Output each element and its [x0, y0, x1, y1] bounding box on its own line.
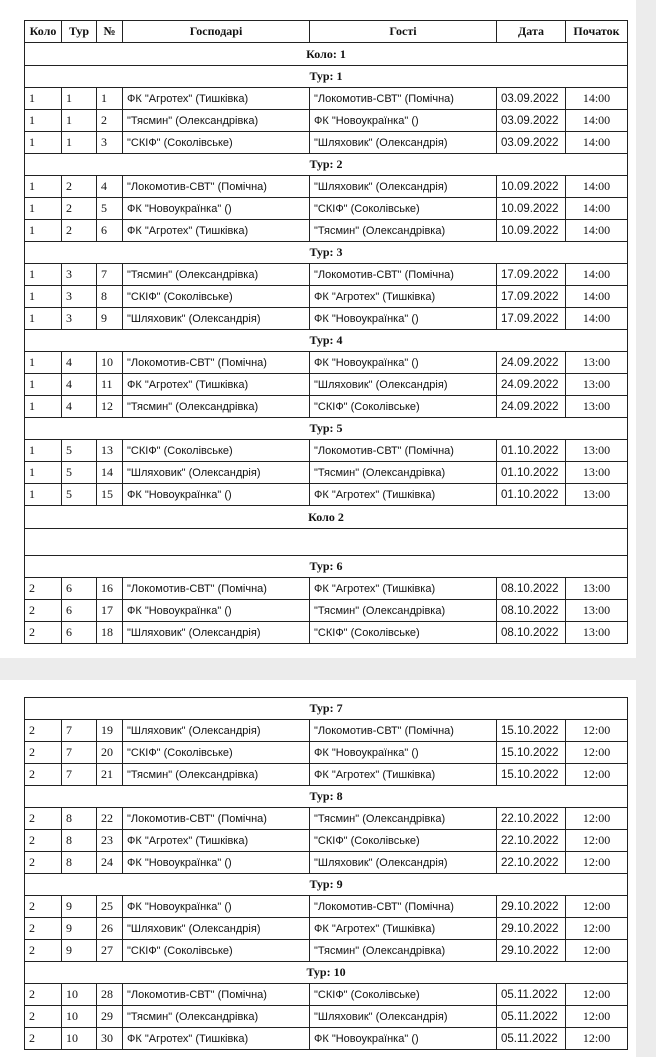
cell-date: 05.11.2022	[497, 984, 566, 1006]
cell-date: 29.10.2022	[497, 940, 566, 962]
cell-start-time: 14:00	[566, 176, 628, 198]
schedule-table-continued	[24, 697, 628, 1050]
cell-match-number: 18	[97, 622, 123, 644]
cell-date: 01.10.2022	[497, 440, 566, 462]
cell-date: 10.09.2022	[497, 198, 566, 220]
cell-match-number: 14	[97, 462, 123, 484]
tour-header-row	[25, 874, 628, 896]
cell-round: 2	[25, 852, 62, 874]
cell-away-team: "СКІФ" (Соколівське)	[310, 830, 497, 852]
cell-match-number: 17	[97, 600, 123, 622]
cell-away-team: "СКІФ" (Соколівське)	[310, 396, 497, 418]
cell-date: 10.09.2022	[497, 176, 566, 198]
cell-match-number: 29	[97, 1006, 123, 1028]
cell-away-team: "Тясмин" (Олександрівка)	[310, 220, 497, 242]
cell-tour: 2	[62, 198, 97, 220]
cell-away-team: "Шляховик" (Олександрія)	[310, 1006, 497, 1028]
match-row	[25, 176, 628, 198]
cell-date: 03.09.2022	[497, 88, 566, 110]
cell-match-number: 10	[97, 352, 123, 374]
cell-home-team: "Тясмин" (Олександрівка)	[123, 396, 310, 418]
cell-tour: 8	[62, 852, 97, 874]
cell-round: 1	[25, 352, 62, 374]
tour-header-row	[25, 330, 628, 352]
tour-label: Тур: 4	[25, 330, 628, 352]
cell-date: 03.09.2022	[497, 110, 566, 132]
cell-round: 2	[25, 808, 62, 830]
tour-header-row	[25, 962, 628, 984]
cell-round: 2	[25, 830, 62, 852]
cell-match-number: 16	[97, 578, 123, 600]
column-header-tour: Тур	[62, 21, 97, 43]
cell-tour: 4	[62, 396, 97, 418]
cell-tour: 6	[62, 600, 97, 622]
cell-round: 1	[25, 220, 62, 242]
cell-start-time: 14:00	[566, 286, 628, 308]
cell-round: 2	[25, 764, 62, 786]
match-row	[25, 830, 628, 852]
cell-date: 01.10.2022	[497, 462, 566, 484]
tour-label: Тур: 2	[25, 154, 628, 176]
cell-round: 2	[25, 720, 62, 742]
cell-away-team: "Тясмин" (Олександрівка)	[310, 940, 497, 962]
cell-date: 29.10.2022	[497, 918, 566, 940]
cell-start-time: 12:00	[566, 940, 628, 962]
round-header-row	[25, 506, 628, 529]
cell-match-number: 11	[97, 374, 123, 396]
cell-home-team: ФК "Агротех" (Тишківка)	[123, 220, 310, 242]
cell-start-time: 13:00	[566, 374, 628, 396]
cell-tour: 9	[62, 940, 97, 962]
cell-away-team: ФК "Агротех" (Тишківка)	[310, 484, 497, 506]
tour-label: Тур: 3	[25, 242, 628, 264]
column-header-date: Дата	[497, 21, 566, 43]
cell-start-time: 12:00	[566, 984, 628, 1006]
cell-start-time: 13:00	[566, 622, 628, 644]
round-header-row	[25, 43, 628, 66]
cell-match-number: 26	[97, 918, 123, 940]
spacer-row	[25, 529, 628, 556]
cell-away-team: "Локомотив-СВТ" (Помічна)	[310, 88, 497, 110]
cell-match-number: 27	[97, 940, 123, 962]
cell-start-time: 12:00	[566, 1028, 628, 1050]
tour-label: Тур: 7	[25, 698, 628, 720]
cell-start-time: 14:00	[566, 220, 628, 242]
cell-home-team: "Локомотив-СВТ" (Помічна)	[123, 808, 310, 830]
schedule-body	[25, 698, 628, 1050]
tour-header-row	[25, 66, 628, 88]
cell-start-time: 14:00	[566, 88, 628, 110]
cell-date: 08.10.2022	[497, 622, 566, 644]
cell-home-team: "Локомотив-СВТ" (Помічна)	[123, 984, 310, 1006]
cell-home-team: "Шляховик" (Олександрія)	[123, 308, 310, 330]
match-row	[25, 808, 628, 830]
cell-tour: 9	[62, 896, 97, 918]
cell-away-team: ФК "Агротех" (Тишківка)	[310, 918, 497, 940]
match-row	[25, 896, 628, 918]
match-row	[25, 940, 628, 962]
cell-round: 1	[25, 374, 62, 396]
cell-away-team: "Тясмин" (Олександрівка)	[310, 600, 497, 622]
cell-start-time: 12:00	[566, 808, 628, 830]
match-row	[25, 88, 628, 110]
cell-home-team: "Шляховик" (Олександрія)	[123, 622, 310, 644]
cell-match-number: 2	[97, 110, 123, 132]
cell-start-time: 13:00	[566, 396, 628, 418]
match-row	[25, 600, 628, 622]
cell-round: 2	[25, 578, 62, 600]
cell-away-team: "Локомотив-СВТ" (Помічна)	[310, 720, 497, 742]
cell-match-number: 23	[97, 830, 123, 852]
tour-header-row	[25, 242, 628, 264]
cell-away-team: ФК "Агротех" (Тишківка)	[310, 578, 497, 600]
cell-match-number: 8	[97, 286, 123, 308]
cell-away-team: "СКІФ" (Соколівське)	[310, 622, 497, 644]
cell-round: 1	[25, 440, 62, 462]
cell-date: 15.10.2022	[497, 742, 566, 764]
cell-away-team: ФК "Агротех" (Тишківка)	[310, 286, 497, 308]
cell-tour: 4	[62, 374, 97, 396]
match-row	[25, 742, 628, 764]
cell-home-team: "СКІФ" (Соколівське)	[123, 742, 310, 764]
cell-round: 2	[25, 918, 62, 940]
match-row	[25, 1028, 628, 1050]
cell-round: 1	[25, 264, 62, 286]
cell-home-team: ФК "Агротех" (Тишківка)	[123, 374, 310, 396]
cell-home-team: ФК "Агротех" (Тишківка)	[123, 1028, 310, 1050]
tour-header-row	[25, 786, 628, 808]
tour-label: Тур: 6	[25, 556, 628, 578]
document-page-2	[0, 680, 636, 1057]
cell-round: 1	[25, 286, 62, 308]
cell-match-number: 3	[97, 132, 123, 154]
cell-away-team: "Шляховик" (Олександрія)	[310, 374, 497, 396]
match-row	[25, 374, 628, 396]
cell-home-team: "СКІФ" (Соколівське)	[123, 940, 310, 962]
cell-away-team: "Локомотив-СВТ" (Помічна)	[310, 264, 497, 286]
cell-match-number: 24	[97, 852, 123, 874]
cell-away-team: "СКІФ" (Соколівське)	[310, 984, 497, 1006]
cell-away-team: ФК "Новоукраїнка" ()	[310, 308, 497, 330]
cell-home-team: "Тясмин" (Олександрівка)	[123, 264, 310, 286]
cell-start-time: 12:00	[566, 1006, 628, 1028]
cell-away-team: "СКІФ" (Соколівське)	[310, 198, 497, 220]
cell-round: 1	[25, 110, 62, 132]
cell-home-team: "Тясмин" (Олександрівка)	[123, 1006, 310, 1028]
tour-label: Тур: 9	[25, 874, 628, 896]
cell-date: 01.10.2022	[497, 484, 566, 506]
cell-date: 29.10.2022	[497, 896, 566, 918]
cell-home-team: ФК "Новоукраїнка" ()	[123, 484, 310, 506]
cell-round: 2	[25, 940, 62, 962]
cell-date: 10.09.2022	[497, 220, 566, 242]
cell-tour: 3	[62, 286, 97, 308]
cell-away-team: ФК "Агротех" (Тишківка)	[310, 764, 497, 786]
schedule-body	[25, 43, 628, 644]
cell-tour: 7	[62, 764, 97, 786]
cell-round: 2	[25, 742, 62, 764]
cell-round: 1	[25, 484, 62, 506]
cell-home-team: "Локомотив-СВТ" (Помічна)	[123, 578, 310, 600]
round-label: Коло 2	[25, 506, 628, 529]
column-header-time: Початок	[566, 21, 628, 43]
cell-start-time: 14:00	[566, 198, 628, 220]
cell-home-team: "Локомотив-СВТ" (Помічна)	[123, 176, 310, 198]
cell-round: 2	[25, 984, 62, 1006]
cell-date: 22.10.2022	[497, 808, 566, 830]
cell-match-number: 19	[97, 720, 123, 742]
cell-start-time: 12:00	[566, 720, 628, 742]
cell-away-team: "Тясмин" (Олександрівка)	[310, 462, 497, 484]
round-label: Коло: 1	[25, 43, 628, 66]
schedule-table	[24, 20, 628, 644]
cell-date: 24.09.2022	[497, 396, 566, 418]
cell-tour: 3	[62, 308, 97, 330]
cell-round: 1	[25, 308, 62, 330]
cell-date: 08.10.2022	[497, 578, 566, 600]
cell-match-number: 7	[97, 264, 123, 286]
match-row	[25, 484, 628, 506]
cell-away-team: "Шляховик" (Олександрія)	[310, 176, 497, 198]
match-row	[25, 198, 628, 220]
cell-start-time: 12:00	[566, 896, 628, 918]
cell-match-number: 20	[97, 742, 123, 764]
cell-date: 05.11.2022	[497, 1028, 566, 1050]
cell-home-team: ФК "Новоукраїнка" ()	[123, 852, 310, 874]
cell-start-time: 12:00	[566, 764, 628, 786]
column-header-number: №	[97, 21, 123, 43]
cell-match-number: 13	[97, 440, 123, 462]
match-row	[25, 1006, 628, 1028]
match-row	[25, 984, 628, 1006]
tour-header-row	[25, 154, 628, 176]
cell-home-team: "Шляховик" (Олександрія)	[123, 720, 310, 742]
cell-start-time: 13:00	[566, 484, 628, 506]
cell-tour: 5	[62, 440, 97, 462]
cell-tour: 5	[62, 484, 97, 506]
cell-tour: 9	[62, 918, 97, 940]
tour-header-row	[25, 556, 628, 578]
match-row	[25, 918, 628, 940]
cell-date: 08.10.2022	[497, 600, 566, 622]
cell-home-team: ФК "Новоукраїнка" ()	[123, 896, 310, 918]
match-row	[25, 440, 628, 462]
cell-home-team: "Локомотив-СВТ" (Помічна)	[123, 352, 310, 374]
cell-tour: 10	[62, 984, 97, 1006]
cell-away-team: "Локомотив-СВТ" (Помічна)	[310, 440, 497, 462]
cell-date: 03.09.2022	[497, 132, 566, 154]
cell-start-time: 12:00	[566, 852, 628, 874]
cell-away-team: "Шляховик" (Олександрія)	[310, 132, 497, 154]
cell-home-team: "Тясмин" (Олександрівка)	[123, 110, 310, 132]
cell-match-number: 12	[97, 396, 123, 418]
cell-date: 24.09.2022	[497, 352, 566, 374]
cell-date: 17.09.2022	[497, 264, 566, 286]
cell-away-team: ФК "Новоукраїнка" ()	[310, 742, 497, 764]
cell-round: 1	[25, 132, 62, 154]
cell-away-team: ФК "Новоукраїнка" ()	[310, 110, 497, 132]
match-row	[25, 852, 628, 874]
cell-start-time: 14:00	[566, 132, 628, 154]
cell-away-team: ФК "Новоукраїнка" ()	[310, 352, 497, 374]
cell-tour: 3	[62, 264, 97, 286]
tour-label: Тур: 1	[25, 66, 628, 88]
cell-date: 17.09.2022	[497, 308, 566, 330]
cell-match-number: 21	[97, 764, 123, 786]
cell-start-time: 14:00	[566, 110, 628, 132]
match-row	[25, 264, 628, 286]
cell-tour: 6	[62, 622, 97, 644]
cell-round: 1	[25, 176, 62, 198]
cell-home-team: "Шляховик" (Олександрія)	[123, 462, 310, 484]
cell-date: 22.10.2022	[497, 852, 566, 874]
cell-tour: 5	[62, 462, 97, 484]
cell-tour: 1	[62, 132, 97, 154]
cell-tour: 2	[62, 176, 97, 198]
cell-date: 24.09.2022	[497, 374, 566, 396]
cell-match-number: 9	[97, 308, 123, 330]
cell-tour: 6	[62, 578, 97, 600]
header-row	[25, 21, 628, 43]
cell-tour: 1	[62, 110, 97, 132]
cell-tour: 1	[62, 88, 97, 110]
cell-date: 15.10.2022	[497, 720, 566, 742]
cell-away-team: ФК "Новоукраїнка" ()	[310, 1028, 497, 1050]
cell-start-time: 13:00	[566, 352, 628, 374]
match-row	[25, 110, 628, 132]
cell-start-time: 14:00	[566, 264, 628, 286]
cell-away-team: "Локомотив-СВТ" (Помічна)	[310, 896, 497, 918]
cell-home-team: "Шляховик" (Олександрія)	[123, 918, 310, 940]
cell-start-time: 13:00	[566, 600, 628, 622]
cell-date: 05.11.2022	[497, 1006, 566, 1028]
cell-round: 2	[25, 622, 62, 644]
cell-round: 2	[25, 600, 62, 622]
cell-tour: 10	[62, 1006, 97, 1028]
match-row	[25, 578, 628, 600]
match-row	[25, 220, 628, 242]
match-row	[25, 132, 628, 154]
match-row	[25, 764, 628, 786]
cell-round: 1	[25, 198, 62, 220]
cell-home-team: "СКІФ" (Соколівське)	[123, 132, 310, 154]
tour-label: Тур: 10	[25, 962, 628, 984]
cell-away-team: "Шляховик" (Олександрія)	[310, 852, 497, 874]
cell-date: 22.10.2022	[497, 830, 566, 852]
match-row	[25, 622, 628, 644]
cell-round: 1	[25, 88, 62, 110]
cell-round: 1	[25, 396, 62, 418]
cell-start-time: 12:00	[566, 830, 628, 852]
cell-round: 2	[25, 896, 62, 918]
match-row	[25, 352, 628, 374]
column-header-home: Господарі	[123, 21, 310, 43]
cell-home-team: "СКІФ" (Соколівське)	[123, 286, 310, 308]
cell-tour: 7	[62, 742, 97, 764]
cell-date: 15.10.2022	[497, 764, 566, 786]
cell-home-team: "СКІФ" (Соколівське)	[123, 440, 310, 462]
cell-tour: 8	[62, 830, 97, 852]
cell-match-number: 5	[97, 198, 123, 220]
cell-home-team: ФК "Новоукраїнка" ()	[123, 600, 310, 622]
cell-tour: 7	[62, 720, 97, 742]
cell-match-number: 30	[97, 1028, 123, 1050]
cell-match-number: 15	[97, 484, 123, 506]
cell-start-time: 13:00	[566, 440, 628, 462]
match-row	[25, 462, 628, 484]
tour-header-row	[25, 698, 628, 720]
match-row	[25, 286, 628, 308]
cell-start-time: 13:00	[566, 578, 628, 600]
cell-match-number: 4	[97, 176, 123, 198]
cell-tour: 8	[62, 808, 97, 830]
cell-match-number: 22	[97, 808, 123, 830]
column-header-round: Коло	[25, 21, 62, 43]
cell-round: 2	[25, 1006, 62, 1028]
tour-label: Тур: 5	[25, 418, 628, 440]
cell-round: 2	[25, 1028, 62, 1050]
cell-home-team: "Тясмин" (Олександрівка)	[123, 764, 310, 786]
cell-match-number: 1	[97, 88, 123, 110]
cell-tour: 4	[62, 352, 97, 374]
cell-home-team: ФК "Агротех" (Тишківка)	[123, 88, 310, 110]
cell-tour: 10	[62, 1028, 97, 1050]
cell-match-number: 25	[97, 896, 123, 918]
cell-round: 1	[25, 462, 62, 484]
cell-match-number: 28	[97, 984, 123, 1006]
column-header-away: Гості	[310, 21, 497, 43]
match-row	[25, 720, 628, 742]
cell-date: 17.09.2022	[497, 286, 566, 308]
match-row	[25, 396, 628, 418]
cell-start-time: 13:00	[566, 462, 628, 484]
cell-away-team: "Тясмин" (Олександрівка)	[310, 808, 497, 830]
cell-home-team: ФК "Новоукраїнка" ()	[123, 198, 310, 220]
match-row	[25, 308, 628, 330]
cell-start-time: 12:00	[566, 918, 628, 940]
cell-home-team: ФК "Агротех" (Тишківка)	[123, 830, 310, 852]
tour-label: Тур: 8	[25, 786, 628, 808]
tour-header-row	[25, 418, 628, 440]
cell-tour: 2	[62, 220, 97, 242]
cell-start-time: 12:00	[566, 742, 628, 764]
cell-match-number: 6	[97, 220, 123, 242]
spacer-cell	[25, 529, 628, 556]
cell-start-time: 14:00	[566, 308, 628, 330]
